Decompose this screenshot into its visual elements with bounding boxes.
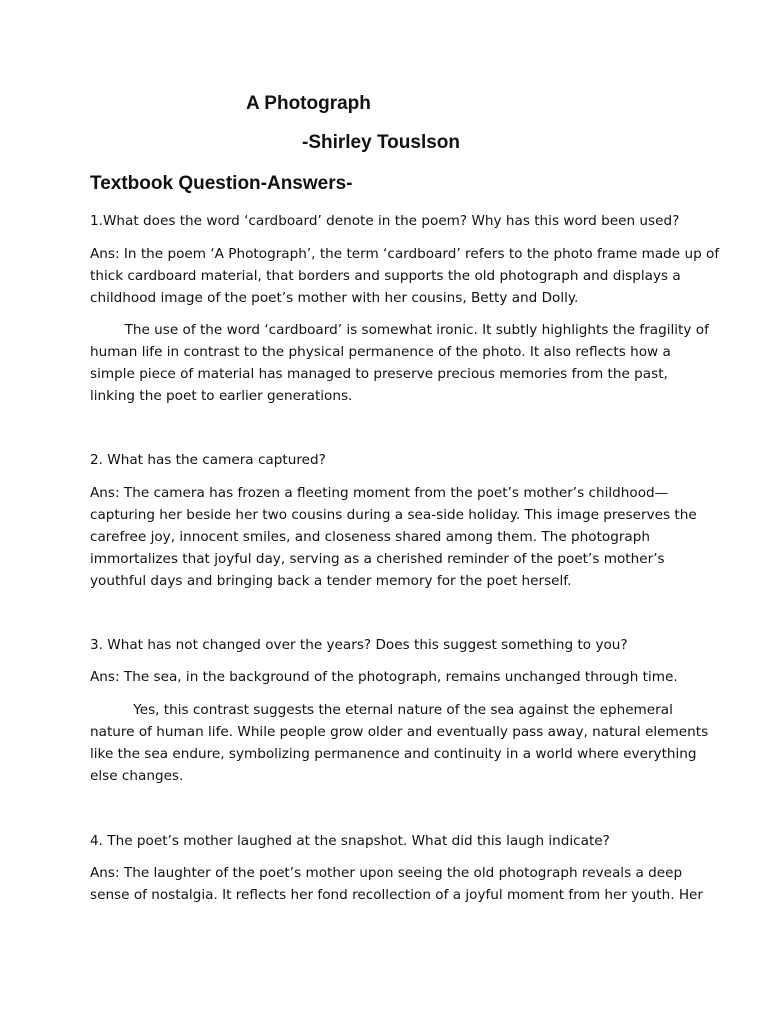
answer-3-line: Ans: The sea, in the background of the photograph, remains unchanged through time. [90,669,678,685]
answer-1-paragraph-line: The use of the word ‘cardboard’ is somewhat ironic. It subtly highlights the fragility of [90,322,709,338]
answer-4-line: sense of nostalgia. It reflects her fond recollection of a joyful moment from her youth. Her [90,887,704,903]
answer-3-paragraph-line: Yes, this contrast suggests the eternal nature of the sea against the ephemeral [90,702,673,718]
answer-1-line: Ans: In the poem ‘A Photograph’, the term ‘cardboard’ refers to the photo frame made up of [90,246,720,262]
answer-2-line: Ans: The camera has frozen a fleeting moment from the poet’s mother’s childhood— [90,485,669,501]
question-1: 1.What does the word ‘cardboard’ denote in the poem? Why has this word been used? [90,213,680,229]
poem-author: -Shirley Touslson [302,132,461,153]
poem-title: A Photograph [246,93,371,114]
answer-2-line: capturing her beside her two cousins during a sea-side holiday. This image preserves the [90,507,697,523]
answer-2-line: immortalizes that joyful day, serving as a cherished reminder of the poet’s mother’s [90,551,665,567]
answer-2-line: youthful days and bringing back a tender memory for the poet herself. [90,573,572,589]
answer-3-paragraph-line: like the sea endure, symbolizing permanence and continuity in a world where everything [90,746,697,762]
section-heading: Textbook Question-Answers- [90,173,353,194]
answer-3-paragraph-line: else changes. [90,768,184,784]
question-4: 4. The poet’s mother laughed at the snapshot. What did this laugh indicate? [90,833,610,849]
answer-1-paragraph-line: simple piece of material has managed to preserve precious memories from the past, [90,366,668,382]
question-2: 2. What has the camera captured? [90,452,326,468]
answer-3-paragraph-line: nature of human life. While people grow older and eventually pass away, natural elements [90,724,709,740]
answer-1-line: thick cardboard material, that borders and supports the old photograph and displays a [90,268,681,284]
answer-1-paragraph-line: human life in contrast to the physical permanence of the photo. It also reflects how a [90,344,671,360]
answer-4-line: Ans: The laughter of the poet’s mother upon seeing the old photograph reveals a deep [90,865,683,881]
question-3: 3. What has not changed over the years? Does this suggest something to you? [90,637,628,653]
answer-1-line: childhood image of the poet’s mother with her cousins, Betty and Dolly. [90,290,579,306]
answer-2-line: carefree joy, innocent smiles, and closeness shared among them. The photograph [90,529,651,545]
answer-1-paragraph-line: linking the poet to earlier generations. [90,388,353,404]
